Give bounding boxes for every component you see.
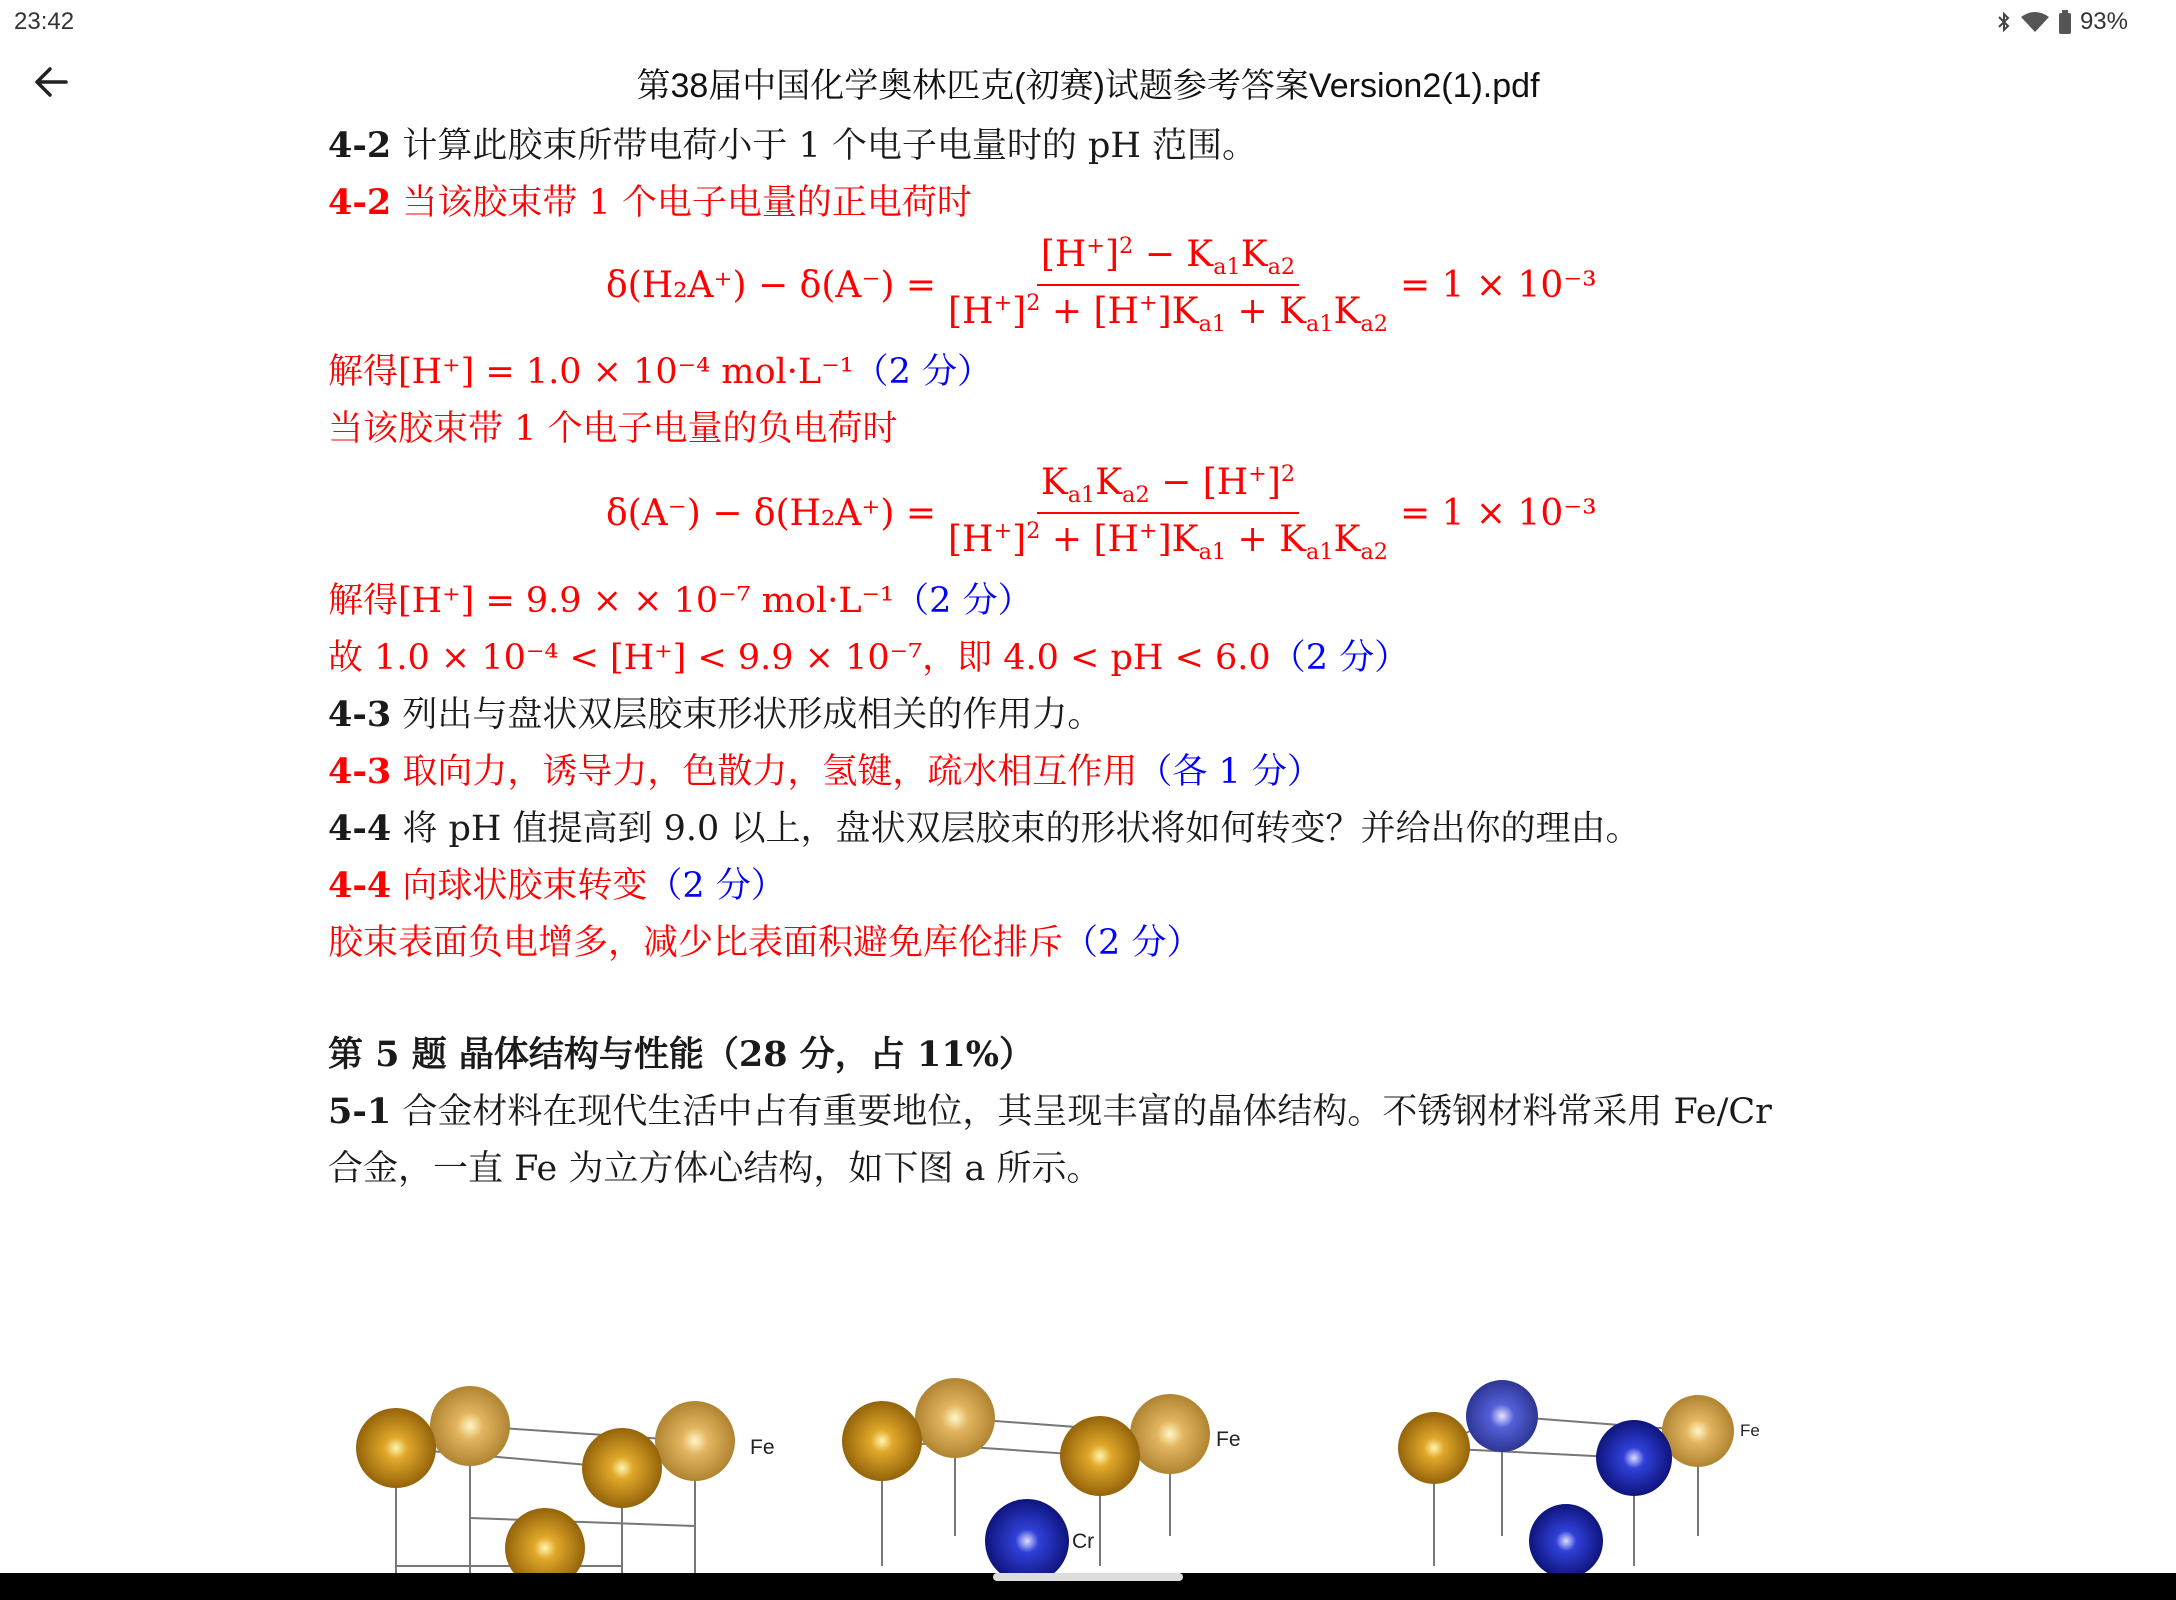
- solution-2: [328, 573, 1032, 623]
- cr-atom-body-center: [1529, 1504, 1603, 1578]
- pdf-page[interactable]: [0, 118, 2176, 1573]
- section-5-heading: 第 5 题 晶体结构与性能（28 分，占 11%）: [328, 1034, 1034, 1075]
- question-text: 合金材料在现代生活中占有重要地位，其呈现丰富的晶体结构。不锈钢材料常采用 Fe/Cr: [391, 1092, 1772, 1132]
- equation-rhs: = 1 × 10⁻³: [1399, 492, 1597, 534]
- answer-text: 向球状胶束转变: [391, 866, 648, 906]
- answer-text: 取向力，诱导力，色散力，氢键，疏水相互作用: [391, 752, 1138, 792]
- case-text: 当该胶束带 1 个电子电量的负电荷时: [328, 409, 898, 449]
- battery-level: 93%: [2079, 8, 2128, 35]
- score: （2 分）: [894, 581, 1033, 621]
- fe-atom: [1060, 1416, 1140, 1496]
- answer-text: 胶束表面负电增多，减少比表面积避免库伦排斥: [328, 923, 1064, 963]
- solution-text: 解得[H⁺] = 9.9 × × 10⁻⁷ mol·L⁻¹: [328, 581, 895, 621]
- document-title: 第38届中国化学奥林匹克(初赛)试题参考答案Version2(1).pdf: [636, 67, 1540, 105]
- negative-charge-case: [328, 401, 898, 451]
- clock: 23:42: [14, 8, 75, 35]
- question-4-2: [328, 118, 1257, 168]
- fe-atom: [582, 1428, 662, 1508]
- answer-number: 4-3: [328, 751, 392, 792]
- answer-4-3: [328, 744, 1322, 794]
- cr-atom-body-center: [985, 1499, 1069, 1583]
- answer-number: 4-2: [328, 182, 392, 223]
- answer-4-4-reason: [328, 915, 1201, 965]
- crystal-structure-a: [340, 1236, 800, 1576]
- answer-number: 4-4: [328, 865, 392, 906]
- fraction-denominator: $[H^+]^2 + [H^+]K_{a1} + K_{a1}K_{a2}$: [948, 518, 1388, 566]
- navigation-bar: [0, 1573, 2176, 1600]
- gesture-handle[interactable]: [993, 1573, 1183, 1581]
- solution-text: 解得[H⁺] = 1.0 × 10⁻⁴ mol·L⁻¹: [328, 352, 854, 392]
- score: （2 分）: [647, 866, 786, 906]
- answer-4-4: [328, 858, 786, 908]
- cr-atom: [1596, 1420, 1672, 1496]
- fe-label: Fe: [750, 1436, 775, 1459]
- fraction-denominator: $[H^+]^2 + [H^+]K_{a1} + K_{a1}K_{a2}$: [948, 290, 1388, 338]
- wifi-icon: [2020, 11, 2050, 33]
- score: （各 1 分）: [1137, 752, 1322, 792]
- question-number: 4-4: [328, 808, 392, 849]
- fe-atom: [1130, 1394, 1210, 1474]
- question-5-1: [328, 1084, 1772, 1134]
- fe-atom: [655, 1401, 735, 1481]
- status-icons: [1996, 8, 2128, 36]
- equation-positive: [606, 233, 1597, 337]
- fe-atom: [1398, 1412, 1470, 1484]
- solution-1: [328, 344, 992, 394]
- bluetooth-icon: [1996, 11, 2012, 33]
- status-bar: [0, 0, 2176, 44]
- equation-rhs: = 1 × 10⁻³: [1399, 264, 1597, 306]
- equation-lhs: δ(A⁻) − δ(H₂A⁺) =: [606, 492, 937, 534]
- cr-atom: [1466, 1380, 1538, 1452]
- fe-atom: [842, 1401, 922, 1481]
- fe-atom: [356, 1408, 436, 1488]
- cr-label: Cr: [1072, 1530, 1095, 1553]
- answer-4-2: [328, 175, 972, 225]
- crystal-structure-c: [1380, 1236, 1800, 1576]
- fe-atom: [430, 1386, 510, 1466]
- score: （2 分）: [853, 352, 993, 392]
- score: （2 分）: [1063, 923, 1202, 963]
- app-bar: [0, 44, 2176, 120]
- fe-label: Fe: [1216, 1428, 1241, 1451]
- equation-fraction: [948, 461, 1388, 565]
- equation-lhs: δ(H₂A⁺) − δ(A⁻) =: [606, 264, 937, 306]
- equation-negative: [606, 461, 1597, 565]
- question-number: 4-2: [328, 125, 392, 166]
- ph-range: [328, 630, 1409, 680]
- question-text: 将 pH 值提高到 9.0 以上，盘状双层胶束的形状将如何转变？并给出你的理由。: [391, 809, 1641, 849]
- range-text: 故 1.0 × 10⁻⁴ < [H⁺] < 9.9 × 10⁻⁷，即 4.0 < pH < 6.0: [328, 638, 1271, 678]
- battery-icon: [2058, 10, 2072, 34]
- crystal-structure-b: [820, 1236, 1280, 1576]
- fraction-numerator: $[H^+]^2 - K_{a1}K_{a2}$: [1037, 233, 1299, 286]
- fe-label: Fe: [1740, 1421, 1760, 1440]
- question-4-4: [328, 801, 1640, 851]
- answer-text: 当该胶束带 1 个电子电量的正电荷时: [391, 183, 972, 223]
- question-5-1-continued: 合金，一直 Fe 为立方体心结构，如下图 a 所示。: [328, 1149, 1102, 1189]
- question-text: 列出与盘状双层胶束形状形成相关的作用力。: [391, 695, 1103, 735]
- fraction-numerator: $K_{a1}K_{a2} - [H^+]^2$: [1037, 461, 1299, 514]
- question-text: 计算此胶束所带电荷小于 1 个电子电量时的 pH 范围。: [391, 126, 1258, 166]
- equation-fraction: [948, 233, 1388, 337]
- fe-atom: [915, 1378, 995, 1458]
- fe-atom: [1662, 1395, 1734, 1467]
- score: （2 分）: [1270, 638, 1410, 678]
- question-number: 4-3: [328, 694, 392, 735]
- question-number: 5-1: [328, 1091, 392, 1132]
- question-4-3: [328, 687, 1102, 737]
